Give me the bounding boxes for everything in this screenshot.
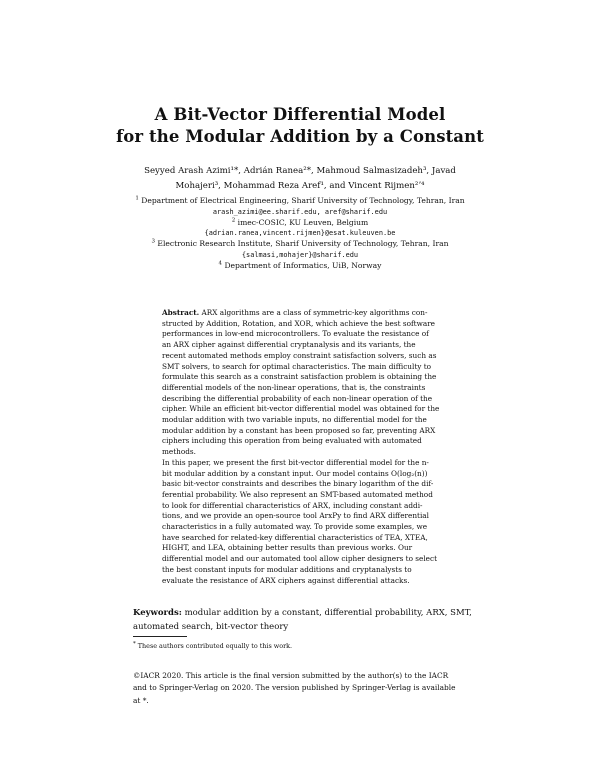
copyright-notice (133, 670, 478, 707)
title-line-2: for the Modular Addition by a Constant (116, 127, 484, 146)
affiliation-text: Department of Informatics, UiB, Norway (224, 260, 382, 270)
paper-title (40, 104, 560, 148)
abstract-line: recent automated methods employ constraint satisfaction solvers, such as (162, 350, 437, 360)
keywords-line-2: automated search, bit-vector theory (133, 621, 289, 632)
affiliation-1 (110, 196, 490, 207)
affiliation-mark: 3 (151, 238, 155, 245)
abstract-line: have searched for related-key differential characteristics of TEA, XTEA, (162, 532, 428, 542)
abstract-line: to look for differential characteristics of ARX, including constant addi- (162, 500, 423, 510)
copyright-line-1: ©IACR 2020. This article is the final version submitted by the author(s) to the IACR (133, 671, 449, 680)
abstract-line: tions, and we provide an open-source tool ArxPy to find ARX differential (162, 511, 429, 521)
abstract-line: ciphers including this operation from being evaluated with automated (162, 436, 422, 446)
abstract-line: modular addition with two variable inputs, no differential model for the (162, 415, 427, 425)
abstract-line: bit modular addition by a constant input. Our model contains O(log₂(n)) (162, 468, 428, 478)
affiliation-mark: 2 (231, 217, 236, 224)
abstract-line: differential models of the non-linear operations, that is, the constraints (162, 382, 426, 392)
affiliation-mark: 4 (218, 260, 223, 267)
abstract-line: cipher. While an efficient bit-vector differential model was obtained for the (162, 404, 440, 414)
abstract-line: differential model and our automated tool allow cipher designers to select (162, 554, 438, 564)
abstract-line: characteristics in a fully automated way. To provide some examples, we (162, 522, 428, 532)
abstract-line: evaluate the resistance of ARX ciphers against differential attacks. (162, 575, 410, 585)
abstract-line: the best constant inputs for modular additions and cryptanalysts to (162, 564, 412, 574)
abstract-line: basic bit-vector constraints and describes the binary logarithm of the dif- (162, 479, 434, 489)
affiliation-mark: 1 (135, 195, 139, 202)
abstract-line: SMT solvers, to search for optimal characteristics. The main difficulty to (162, 361, 432, 371)
abstract-line: ferential probability. We also represent an SMT-based automated method (162, 489, 433, 499)
footnote (133, 641, 292, 651)
abstract (162, 308, 460, 586)
affiliation-2 (110, 218, 490, 229)
copyright-line-3: at *. (133, 695, 149, 705)
affiliations (110, 196, 490, 272)
affiliation-text: Electronic Research Institute, Sharif University of Technology, Tehran, Iran (157, 239, 449, 249)
abstract-line: performances in low-end microcontrollers. To evaluate the resistance of (162, 329, 429, 339)
abstract-line: modular addition by a constant has been proposed so far, preventing ARX (162, 425, 436, 435)
keywords-label: Keywords: (133, 608, 182, 618)
copyright-line-2: and to Springer-Verlag on 2020. The version published by Springer-Verlag is available (133, 683, 456, 693)
author-list (118, 164, 482, 194)
affiliation-text: Department of Electrical Engineering, Sharif University of Technology, Tehran, Iran (141, 196, 465, 205)
abstract-line: HIGHT, and LEA, obtaining better results than previous works. Our (162, 543, 413, 553)
affiliation-4 (110, 261, 490, 272)
keywords-line-1 (133, 607, 473, 621)
abstract-line: describing the differential probability of each non-linear operation of the (162, 393, 433, 403)
affiliation-2-email: {adrian.ranea,vincent.rijmen}@esat.kuleuven.be (204, 229, 396, 238)
footnote-divider (133, 636, 187, 637)
authors-line-2: Mohajeri³, Mohammad Reza Aref¹, and Vincent Rijmen²ʼ⁴ (175, 181, 425, 191)
keywords-text: modular addition by a constant, differential probability, ARX, SMT, (184, 608, 472, 618)
authors-line-1: Seyyed Arash Azimi¹*, Adrián Ranea²*, Mahmoud Salmasizadeh³, Javad (144, 166, 456, 176)
affiliation-text: imec-COSIC, KU Leuven, Belgium (237, 217, 369, 227)
abstract-line: In this paper, we present the first bit-vector differential model for the n- (162, 457, 429, 467)
footnote-text: These authors contributed equally to this work. (137, 642, 293, 650)
title-line-1: A Bit-Vector Differential Model (154, 105, 446, 124)
affiliation-1-email: arash_azimi@ee.sharif.edu, aref@sharif.edu (212, 207, 388, 216)
keywords (133, 607, 473, 634)
abstract-line (162, 308, 460, 319)
affiliation-3-email: {salmasi,mohajer}@sharif.edu (241, 250, 359, 259)
footnote-mark: * (133, 640, 136, 647)
abstract-line: formulate this search as a constraint satisfaction problem is obtaining the (162, 372, 437, 382)
affiliation-3 (110, 239, 490, 250)
abstract-line: structed by Addition, Rotation, and XOR, which achieve the best software (162, 318, 435, 328)
abstract-line: methods. (162, 447, 196, 457)
abstract-line: an ARX cipher against differential cryptanalysis and its variants, the (162, 340, 416, 350)
abstract-label: Abstract. (162, 308, 200, 317)
abstract-text: ARX algorithms are a class of symmetric-key algorithms con- (201, 308, 428, 317)
